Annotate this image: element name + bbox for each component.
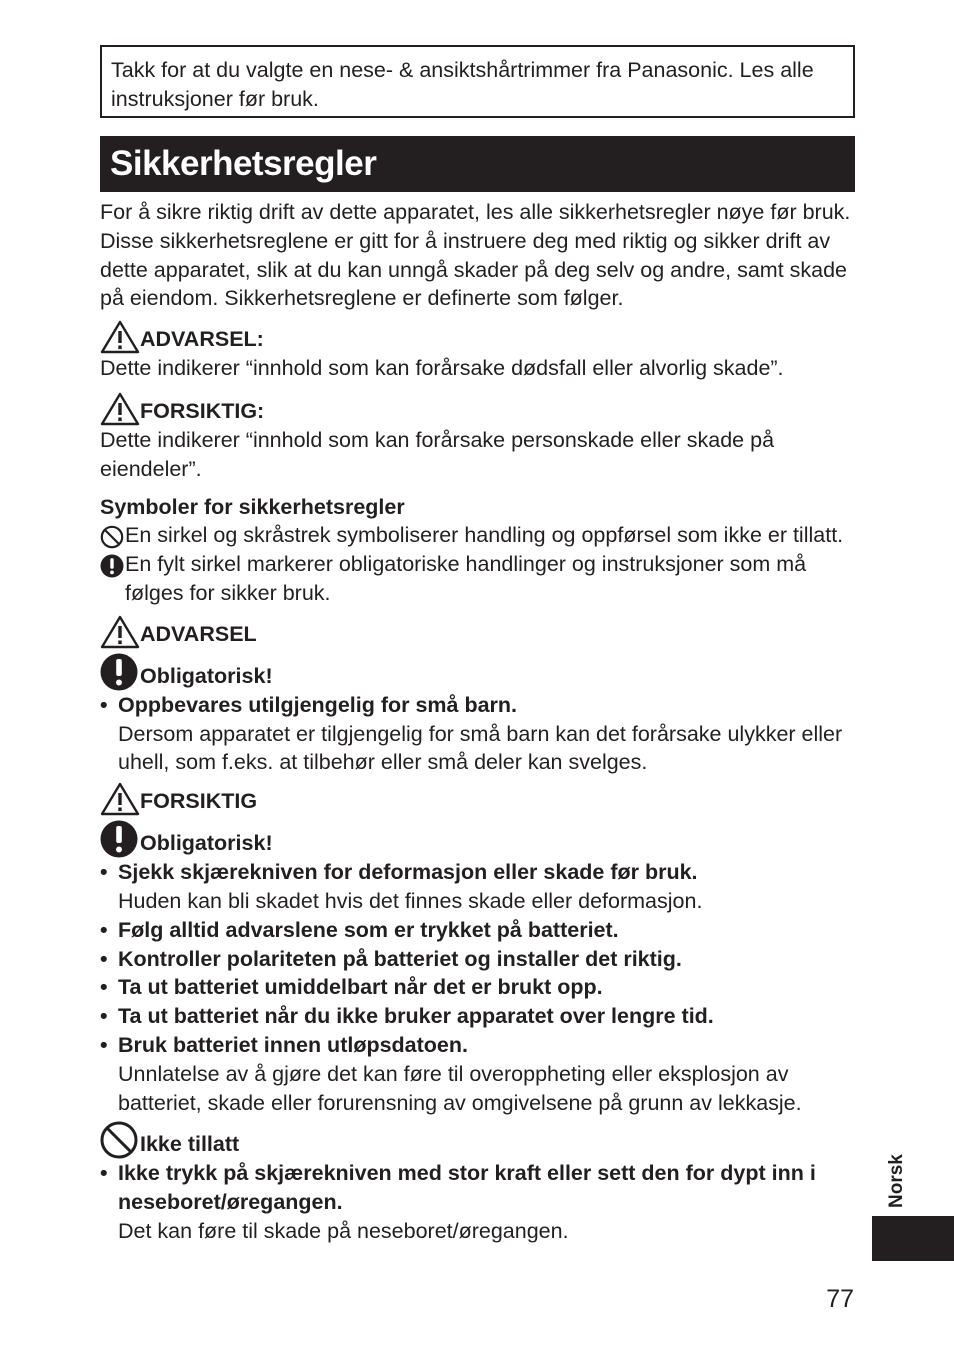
language-tab: [872, 1216, 954, 1261]
list-item-body: Dersom apparatet er tilgjengelig for små barn kan det forårsake ulykker eller uhell, som f.eks. at tilbehør eller små deler kan svelges.: [118, 721, 843, 775]
bullet-dot: •: [100, 1004, 108, 1029]
warning-mandatory-label: Obligatorisk!: [140, 663, 273, 688]
intro-box: [100, 45, 855, 118]
bullet-dot: •: [100, 1161, 108, 1186]
intro-text: Takk for at du valgte en nese- & ansiktshårtrimmer fra Panasonic. Les alle instruksjoner før bruk.: [111, 58, 814, 111]
bullet-dot: •: [100, 1032, 108, 1057]
definition-caution-text: Dette indikerer “innhold som kan forårsake personskade eller skade på eiendeler”.: [100, 427, 775, 481]
list-item: [100, 945, 860, 974]
bullet-dot: •: [100, 975, 108, 1000]
mandatory-icon: [100, 820, 140, 858]
list-item-body: Huden kan bli skadet hvis det finnes skade eller deformasjon.: [118, 888, 703, 913]
symbol-mandatory-text: En fylt sirkel markerer obligatoriske handlinger og instruksjoner som må følges for sikker bruk.: [125, 552, 807, 605]
intro-paragraph-1: For å sikre riktig drift av dette apparatet, les alle sikkerhetsregler nøye før bruk.: [100, 200, 851, 224]
warning-section-label: ADVARSEL: [140, 621, 257, 646]
list-item: [100, 858, 860, 916]
list-item: [100, 1031, 860, 1117]
list-item-body: Unnlatelse av å gjøre det kan føre til overoppheting eller eksplosjon av batteriet, skade eller forurensning av omgivelsene på grunn av lekkasje.: [118, 1061, 802, 1115]
definition-warning-header: [100, 320, 860, 354]
title-bar: [100, 136, 855, 192]
list-item-head: Ta ut batteriet når du ikke bruker apparatet over lengre tid.: [118, 1004, 714, 1029]
list-item: [100, 691, 860, 777]
bullet-dot: •: [100, 917, 108, 942]
page-number: 77: [826, 1285, 854, 1313]
language-label: Norsk: [886, 1154, 907, 1208]
list-item: [100, 973, 860, 1002]
warning-triangle-icon: [100, 615, 140, 649]
mandatory-icon: [100, 554, 124, 578]
list-item: [100, 916, 860, 945]
page-title: Sikkerhetsregler: [110, 144, 377, 183]
list-item-head: Ta ut batteriet umiddelbart når det er brukt opp.: [118, 975, 603, 1000]
list-item-body: Det kan føre til skade på neseboret/øregangen.: [118, 1218, 569, 1243]
symbol-prohibited-text: En sirkel og skråstrek symboliserer handling og oppførsel som ikke er tillatt.: [125, 523, 844, 548]
symbol-prohibited-row: [100, 521, 860, 550]
warning-triangle-icon: [100, 782, 140, 816]
symbol-mandatory-row: [100, 550, 860, 608]
warning-section-header: [100, 615, 860, 649]
caution-section-label: FORSIKTIG: [140, 789, 258, 814]
list-item-head: Ikke trykk på skjærekniven med stor kraft eller sett den for dypt inn i neseboret/øregangen.: [118, 1161, 816, 1215]
list-item-head: Kontroller polariteten på batteriet og installer det riktig.: [118, 946, 682, 971]
mandatory-icon: [100, 653, 140, 691]
warning-triangle-icon: [100, 320, 140, 354]
warning-triangle-icon: [100, 392, 140, 426]
definition-warning-label: ADVARSEL:: [140, 327, 264, 352]
prohibited-icon: [100, 1121, 140, 1159]
bullet-dot: •: [100, 946, 108, 971]
prohibited-label: Ikke tillatt: [140, 1132, 240, 1157]
bullet-dot: •: [100, 692, 108, 717]
list-item: [100, 1002, 860, 1031]
list-item-head: Oppbevares utilgjengelig for små barn.: [118, 692, 518, 717]
prohibited-icon: [100, 525, 124, 549]
caution-mandatory-label: Obligatorisk!: [140, 831, 273, 856]
definition-warning-text: Dette indikerer “innhold som kan forårsake dødsfall eller alvorlig skade”.: [100, 356, 784, 381]
main-content: [100, 198, 860, 1246]
definition-caution-label: FORSIKTIG:: [140, 398, 265, 423]
list-item-head: Sjekk skjærekniven for deformasjon eller skade før bruk.: [118, 860, 698, 885]
intro-paragraph-2: Disse sikkerhetsreglene er gitt for å instruere deg med riktig og sikker drift av dette apparatet, slik at du kan unngå skader på deg selv og andre, samt skade på eiendom. Sikkerhetsreglene er definerte som følger.: [100, 228, 848, 311]
caution-mandatory-header: [100, 820, 860, 858]
symbols-heading: Symboler for sikkerhetsregler: [100, 494, 405, 519]
prohibited-header: [100, 1121, 860, 1159]
list-item-head: Bruk batteriet innen utløpsdatoen.: [118, 1032, 468, 1057]
bullet-dot: •: [100, 860, 108, 885]
caution-section-header: [100, 782, 860, 816]
definition-caution-header: [100, 392, 860, 426]
list-item-head: Følg alltid advarslene som er trykket på batteriet.: [118, 917, 619, 942]
list-item: [100, 1159, 860, 1245]
warning-mandatory-header: [100, 653, 860, 691]
